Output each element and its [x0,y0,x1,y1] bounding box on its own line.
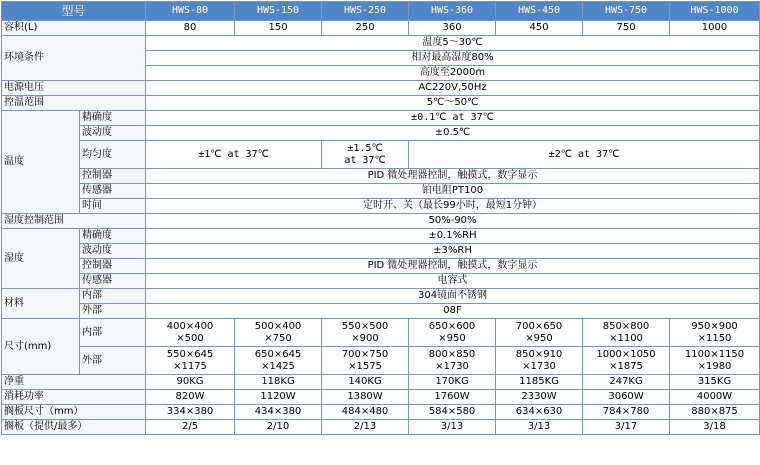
dim-inner-value [496,319,583,347]
temp-uniformity-row [2,141,760,169]
net-weight-value: 315KG [670,375,760,390]
dim-line: ×500 [176,332,204,344]
model-cell: HWS-80 [146,2,235,21]
shelves-value: 3/17 [583,420,670,435]
temp-fluctuation-label: 波动度 [80,126,146,141]
dim-line: 400×400 [166,320,214,332]
dim-line: 700×650 [515,320,563,332]
humidity-range-label: 湿度控制范围 [2,214,146,229]
humidity-sensor-row [2,274,760,289]
material-outer-row [2,304,760,319]
capacity-value: 450 [496,21,583,36]
humidity-range-row [2,214,760,229]
power-consumption-value: 2330W [496,390,583,405]
dim-inner-value [409,319,496,347]
power-value: AC220V,50Hz [146,81,760,96]
dim-outer-value [322,347,409,375]
header-row [2,2,760,21]
temp-fluctuation-row [2,126,760,141]
shelf-size-value: 434×380 [235,405,322,420]
shelf-size-value: 634×630 [496,405,583,420]
dim-line: ×750 [264,332,292,344]
capacity-value: 1000 [670,21,760,36]
capacity-row [2,21,760,36]
net-weight-value: 1185KG [496,375,583,390]
capacity-value: 360 [409,21,496,36]
humidity-fluctuation-value: ±3%RH [146,244,760,259]
shelves-value: 3/13 [409,420,496,435]
shelf-size-value: 784×780 [583,405,670,420]
temp-uniformity-value-2b: at 37℃ [344,154,386,166]
shelf-size-row [2,405,760,420]
model-cell: HWS-1000 [670,2,760,21]
net-weight-label: 净重 [2,375,146,390]
temp-sensor-value: 铂电阻PT100 [146,184,760,199]
dim-inner-value [235,319,322,347]
dim-outer-value [496,347,583,375]
dim-line: ×1875 [609,360,643,372]
dim-line: 500×400 [254,320,302,332]
material-inner-row [2,289,760,304]
dim-line: ×1100 [609,332,643,344]
shelves-value: 3/18 [670,420,760,435]
dim-line: ×1575 [348,360,382,372]
power-consumption-value: 3060W [583,390,670,405]
humidity-label: 湿度 [2,229,80,289]
power-consumption-label: 消耗功率 [2,390,146,405]
dim-outer-value [235,347,322,375]
dim-line: ×950 [438,332,466,344]
dim-line: ×1175 [173,360,207,372]
spec-table [1,1,760,435]
capacity-value: 80 [146,21,235,36]
shelves-value: 2/13 [322,420,409,435]
power-consumption-value: 820W [146,390,235,405]
timer-row [2,199,760,214]
net-weight-value: 118KG [235,375,322,390]
shelves-value: 2/10 [235,420,322,435]
power-consumption-row [2,390,760,405]
humidity-controller-label: 控制器 [80,259,146,274]
shelves-value: 2/5 [146,420,235,435]
temp-sensor-row [2,184,760,199]
timer-label: 时间 [80,199,146,214]
dim-line: 1100×1150 [684,348,745,360]
humidity-fluctuation-label: 波动度 [80,244,146,259]
power-consumption-value: 4000W [670,390,760,405]
dim-outer-value [583,347,670,375]
temp-sensor-label: 传感器 [80,184,146,199]
model-cell: HWS-250 [322,2,409,21]
dim-outer-value [409,347,496,375]
dim-line: ×1730 [522,360,556,372]
environment-altitude: 高度至2000m [146,66,760,81]
dim-line: 550×645 [166,348,214,360]
material-label: 材料 [2,289,80,319]
environment-temp: 温度5～30℃ [146,36,760,51]
dimensions-label: 尺寸(mm) [2,319,80,375]
shelf-size-value: 880×875 [670,405,760,420]
model-cell: HWS-360 [409,2,496,21]
humidity-sensor-label: 传感器 [80,274,146,289]
dim-line: 950×900 [691,320,738,332]
dim-line: ×1980 [697,360,732,372]
dim-line: 550×500 [341,320,389,332]
header-label: 型号 [2,2,146,21]
humidity-accuracy-row [2,229,760,244]
dim-line: ×950 [525,332,553,344]
humidity-controller-row [2,259,760,274]
dim-line: 850×800 [602,320,650,332]
dim-outer-value [146,347,235,375]
temp-uniformity-label: 均匀度 [80,141,146,169]
power-row [2,81,760,96]
humidity-controller-value: PID 微处理器控制，触摸式，数字显示 [146,259,760,274]
dim-inner-value [146,319,235,347]
temperature-label: 温度 [2,111,80,214]
power-label: 电源电压 [2,81,146,96]
dim-line: ×1150 [697,332,732,344]
dim-inner-value [583,319,670,347]
environment-label: 环境条件 [2,36,146,81]
timer-value: 定时开、关（最长99小时，最短1分钟） [146,199,760,214]
power-consumption-value: 1760W [409,390,496,405]
temp-range-row [2,96,760,111]
capacity-value: 150 [235,21,322,36]
power-consumption-value: 1380W [322,390,409,405]
net-weight-value: 170KG [409,375,496,390]
dim-outer-value [670,347,760,375]
capacity-value: 750 [583,21,670,36]
temp-uniformity-value-1: ±1℃ at 37℃ [146,141,322,169]
material-outer-label: 外部 [80,304,146,319]
temp-accuracy-row [2,111,760,126]
dim-outer-row [2,347,760,375]
dim-line: ×1730 [435,360,469,372]
shelves-label: 搁板（提供/最多） [2,420,146,435]
temp-range-value: 5℃～50℃ [146,96,760,111]
temp-accuracy-value: ±0.1℃ at 37℃ [146,111,760,126]
dim-line: ×1425 [261,360,295,372]
temp-controller-label: 控制器 [80,169,146,184]
temp-controller-row [2,169,760,184]
dim-line: 800×850 [428,348,476,360]
humidity-accuracy-value: ±0.1%RH [146,229,760,244]
model-cell: HWS-750 [583,2,670,21]
dim-line: ×900 [351,332,379,344]
shelf-size-value: 334×380 [146,405,235,420]
dim-inner-value [322,319,409,347]
dim-inner-row [2,319,760,347]
dim-line: 1000×1050 [596,348,656,360]
shelf-size-value: 484×480 [322,405,409,420]
dim-inner-value [670,319,760,347]
shelf-size-label: 搁板尺寸（mm） [2,405,146,420]
net-weight-row [2,375,760,390]
material-outer-value: 08F [146,304,760,319]
temp-accuracy-label: 精确度 [80,111,146,126]
humidity-sensor-value: 电容式 [146,274,760,289]
shelves-value: 3/13 [496,420,583,435]
environment-row [2,36,760,51]
humidity-accuracy-label: 精确度 [80,229,146,244]
dim-line: 650×600 [428,320,476,332]
shelf-size-value: 584×580 [409,405,496,420]
humidity-range-value: 50%-90% [146,214,760,229]
dim-outer-label: 外部 [80,347,146,375]
capacity-value: 250 [322,21,409,36]
humidity-fluctuation-row [2,244,760,259]
dim-line: 650×645 [254,348,302,360]
model-cell: HWS-450 [496,2,583,21]
temp-range-label: 控温范围 [2,96,146,111]
material-inner-value: 304镜面不锈钢 [146,289,760,304]
dim-line: 850×910 [515,348,563,360]
net-weight-value: 140KG [322,375,409,390]
dim-inner-label: 内部 [80,319,146,347]
temp-uniformity-value-2a: ±1.5℃ [347,142,383,154]
environment-humidity: 相对最高湿度80% [146,51,760,66]
temp-uniformity-value-2 [322,141,409,169]
temp-fluctuation-value: ±0.5℃ [146,126,760,141]
material-inner-label: 内部 [80,289,146,304]
capacity-label: 容积(L) [2,21,146,36]
dim-line: 700×750 [341,348,389,360]
model-cell: HWS-150 [235,2,322,21]
power-consumption-value: 1120W [235,390,322,405]
shelves-row [2,420,760,435]
temp-uniformity-value-3: ±2℃ at 37℃ [409,141,760,169]
net-weight-value: 90KG [146,375,235,390]
net-weight-value: 247KG [583,375,670,390]
temp-controller-value: PID 微处理器控制，触摸式，数字显示 [146,169,760,184]
